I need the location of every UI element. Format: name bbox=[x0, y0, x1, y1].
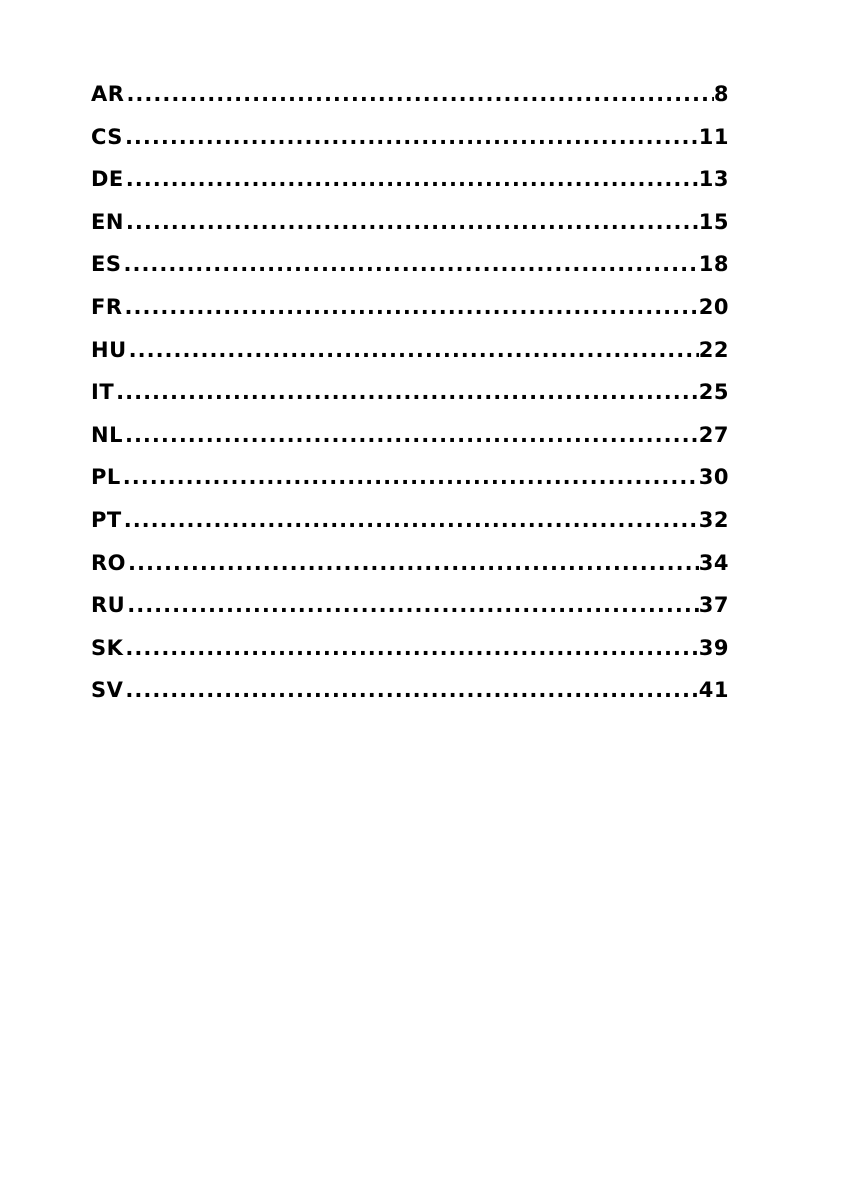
toc-entry[interactable] bbox=[91, 82, 729, 125]
toc-entry-page-number: 13 bbox=[698, 167, 729, 192]
toc-entry[interactable] bbox=[91, 167, 729, 210]
toc-entry-page-number: 15 bbox=[698, 209, 729, 234]
toc-entry-dot-leader bbox=[123, 678, 698, 702]
toc-entry-language-code: RU bbox=[91, 593, 126, 618]
toc-entry-page-number: 37 bbox=[698, 593, 729, 618]
toc-entry-language-code: FR bbox=[91, 294, 123, 319]
toc-entry-dot-leader bbox=[126, 551, 699, 575]
toc-entry[interactable] bbox=[91, 338, 729, 381]
toc-entry[interactable] bbox=[91, 252, 729, 295]
toc-entry-language-code: NL bbox=[91, 422, 123, 447]
toc-entry[interactable] bbox=[91, 423, 729, 466]
toc-entry-page-number: 22 bbox=[698, 337, 729, 362]
toc-entry-dot-leader bbox=[124, 167, 699, 191]
toc-entry-dot-leader bbox=[114, 380, 699, 404]
toc-entry-dot-leader bbox=[122, 508, 699, 532]
toc-entry-language-code: IT bbox=[91, 380, 115, 405]
toc-entry[interactable] bbox=[91, 210, 729, 253]
toc-entry-language-code: DE bbox=[91, 167, 124, 192]
toc-entry[interactable] bbox=[91, 465, 729, 508]
toc-entry-page-number: 27 bbox=[698, 422, 729, 447]
toc-entry-dot-leader bbox=[123, 125, 699, 149]
toc-entry[interactable] bbox=[91, 678, 729, 721]
toc-entry-dot-leader bbox=[124, 210, 699, 234]
toc-entry-dot-leader bbox=[123, 295, 699, 319]
toc-entry-dot-leader bbox=[123, 636, 698, 660]
toc-entry-language-code: PL bbox=[91, 465, 121, 490]
toc-entry-language-code: SK bbox=[91, 635, 124, 660]
toc-entry[interactable] bbox=[91, 551, 729, 594]
toc-entry-language-code: HU bbox=[91, 337, 127, 362]
toc-entry-language-code: RO bbox=[91, 550, 127, 575]
toc-entry-language-code: ES bbox=[91, 252, 122, 277]
toc-entry[interactable] bbox=[91, 380, 729, 423]
toc-entry[interactable] bbox=[91, 593, 729, 636]
toc-entry-language-code: CS bbox=[91, 124, 123, 149]
toc-entry-language-code: PT bbox=[91, 507, 122, 532]
toc-entry-language-code: AR bbox=[91, 82, 125, 106]
toc-entry-dot-leader bbox=[127, 338, 699, 362]
toc-entry-dot-leader bbox=[123, 423, 699, 447]
toc-entry-page-number: 41 bbox=[698, 678, 729, 703]
toc-entry-dot-leader bbox=[121, 252, 698, 276]
toc-entry-language-code: EN bbox=[91, 209, 124, 234]
toc-entry-page-number: 25 bbox=[698, 380, 729, 405]
toc-entry-page-number: 34 bbox=[698, 550, 729, 575]
toc-entry-page-number: 11 bbox=[698, 124, 729, 149]
toc-entry[interactable] bbox=[91, 508, 729, 551]
toc-entry-page-number: 20 bbox=[698, 294, 729, 319]
toc-entry-page-number: 39 bbox=[698, 635, 729, 660]
toc-entry-page-number: 32 bbox=[698, 507, 729, 532]
table-of-contents bbox=[91, 82, 729, 721]
toc-entry-dot-leader bbox=[121, 465, 699, 489]
toc-entry-dot-leader bbox=[124, 82, 713, 106]
toc-entry[interactable] bbox=[91, 636, 729, 679]
toc-entry[interactable] bbox=[91, 125, 729, 168]
toc-entry-dot-leader bbox=[125, 593, 699, 617]
toc-entry-page-number: 30 bbox=[698, 465, 729, 490]
toc-entry-language-code: SV bbox=[91, 678, 124, 703]
toc-entry-page-number: 18 bbox=[698, 252, 729, 277]
toc-entry-page-number: 8 bbox=[713, 82, 729, 106]
toc-entry[interactable] bbox=[91, 295, 729, 338]
